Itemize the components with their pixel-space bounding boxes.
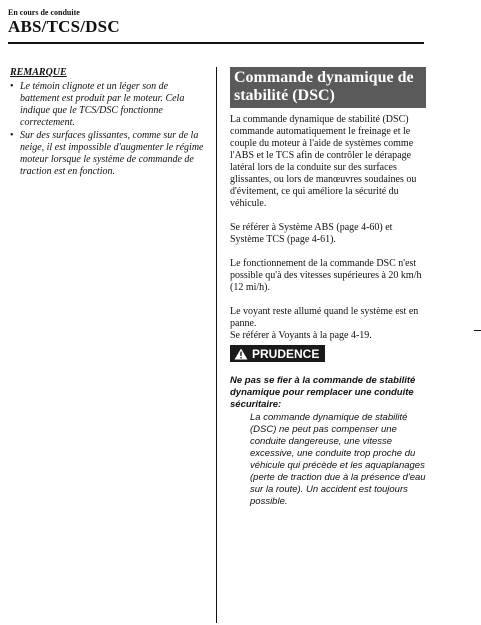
header-rule (8, 42, 424, 44)
voyant-line: Le voyant reste allumé quand le système est en panne. (230, 306, 419, 329)
page-title: ABS/TCS/DSC (8, 17, 120, 36)
remarque-item: • Le témoin clignote et un léger son de battement est produit par le moteur. Cela indique que le TCS/DSC fonctionne correctement. (10, 81, 206, 129)
voyant-paragraph (230, 306, 426, 342)
section-label: En cours de conduite (8, 8, 80, 17)
remarque-column (10, 67, 206, 179)
remarque-item: • Sur des surfaces glissantes, comme sur de la neige, il est impossible d'augmenter le régime moteur lorsque le système de commande de traction est en fonction. (10, 130, 206, 178)
column-divider (216, 67, 217, 623)
dsc-column (230, 67, 426, 508)
prudence-body: La commande dynamique de stabilité (DSC) ne peut pas compenser une conduite dangereuse, une vitesse excessive, une conduite trop proche du véhicule qui précède et les aquaplanages (perte de traction due à la présence d'eau sur la route). Un accident est toujours possible. (250, 411, 426, 507)
prudence-badge (230, 345, 325, 362)
edge-tick (474, 330, 481, 331)
prudence-label: PRUDENCE (252, 346, 320, 361)
dsc-paragraph: La commande dynamique de stabilité (DSC) commande automatiquement le freinage et le couple du moteur à l'aide de systèmes comme l'ABS et le TCS afin de contrôler le dérapage latéral lors de la conduite sur des surfaces glissantes, ou lors de manœuvres soudaines ou d'évitement, ce qui améliore la sécurité du véhicule. (230, 114, 417, 209)
remarque-title: REMARQUE (10, 67, 67, 78)
warning-triangle-icon (234, 348, 248, 360)
dsc-paragraph: Le fonctionnement de la commande DSC n'est possible qu'à des vitesses supérieures à 20 km/h (12 mi/h). (230, 258, 422, 293)
dsc-paragraph: Se référer à Système ABS (page 4-60) et Système TCS (page 4-61). (230, 222, 393, 245)
dsc-heading: Commande dynamique de stabilité (DSC) (230, 67, 426, 108)
remarque-list (10, 81, 206, 178)
voyant-reference: Se référer à Voyants à la page 4-19. (230, 330, 372, 341)
prudence-title: Ne pas se fier à la commande de stabilité dynamique pour remplacer une conduite sécuritaire: (230, 374, 416, 410)
dsc-body (230, 114, 426, 342)
prudence-block (230, 375, 426, 508)
